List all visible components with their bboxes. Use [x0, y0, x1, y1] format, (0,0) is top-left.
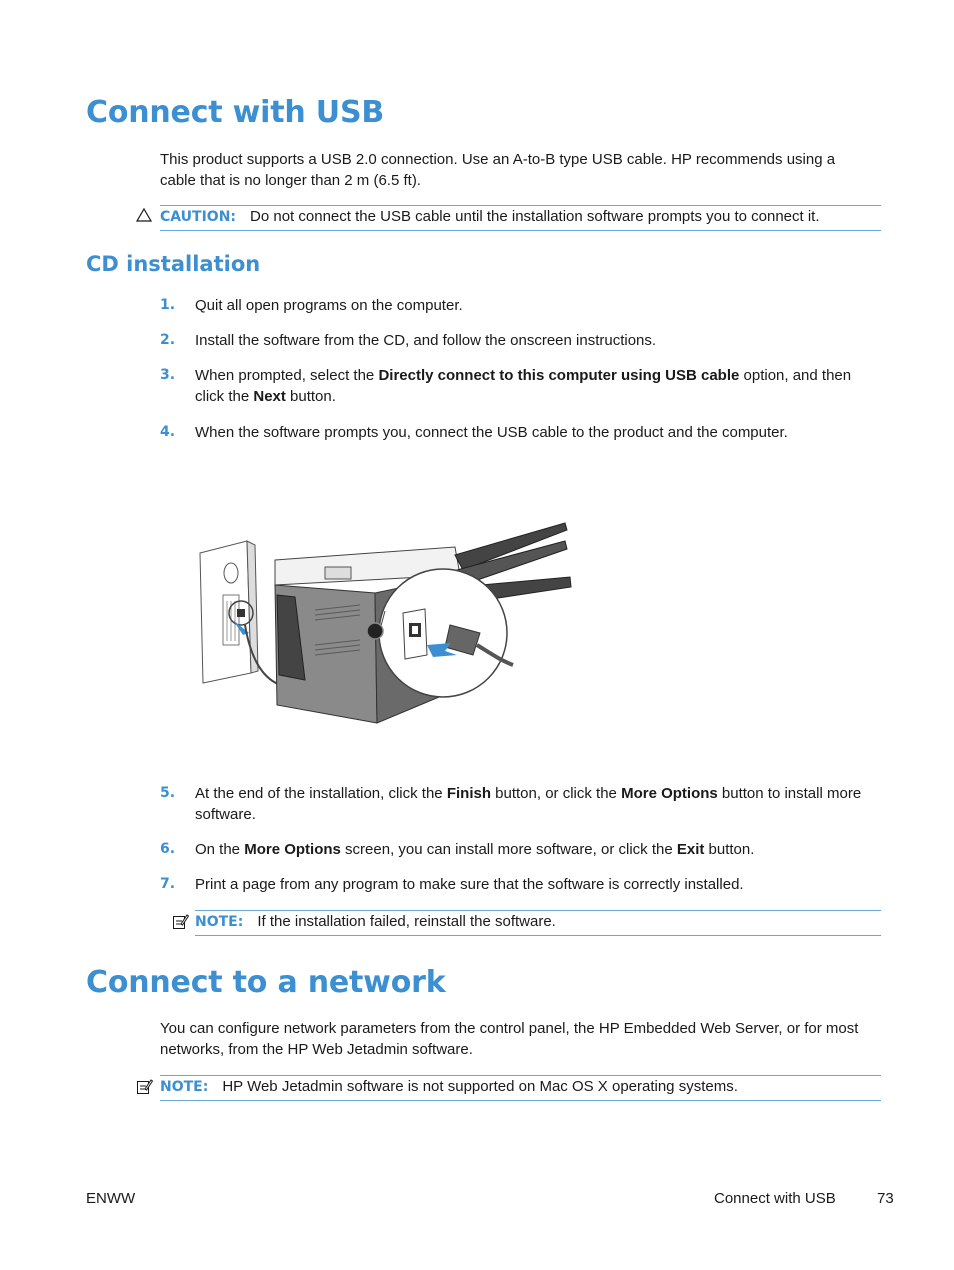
- note-text: HP Web Jetadmin software is not supported on Mac OS X operating systems.: [222, 1078, 738, 1095]
- note-label: NOTE:: [160, 1079, 209, 1095]
- step-text: Print a page from any program to make sure that the software is correctly installed.: [195, 876, 744, 893]
- step-text: Quit all open programs on the computer.: [195, 297, 463, 314]
- step-number: 2.: [160, 332, 176, 348]
- network-intro-paragraph: You can configure network parameters from the control panel, the HP Embedded Web Server, or for most networks, from the HP Web Jetadmin software.: [160, 1020, 859, 1058]
- footer-section: Connect with USB: [714, 1190, 836, 1207]
- step-item: [160, 783, 880, 825]
- section-title-connect-usb: Connect with USB: [86, 95, 385, 130]
- note-callout-install: [195, 910, 881, 936]
- caution-triangle-icon: [136, 207, 152, 228]
- footer-page-number: 73: [877, 1190, 894, 1207]
- step-number: 3.: [160, 367, 176, 383]
- step-item: [160, 874, 880, 895]
- caution-callout: [160, 205, 881, 231]
- step-number: 1.: [160, 297, 176, 313]
- step-item: [160, 422, 880, 443]
- caution-text: Do not connect the USB cable until the installation software prompts you to connect it.: [250, 208, 820, 225]
- step-item: [160, 330, 880, 351]
- step-number: 4.: [160, 424, 176, 440]
- step-number: 5.: [160, 785, 176, 801]
- step-text: When the software prompts you, connect the USB cable to the product and the computer.: [195, 424, 788, 441]
- footer-left: ENWW: [86, 1190, 136, 1207]
- step-number: 7.: [160, 876, 176, 892]
- section-title-connect-network: Connect to a network: [86, 965, 446, 1000]
- subsection-title-cd-installation: CD installation: [86, 252, 261, 276]
- caution-label: CAUTION:: [160, 209, 237, 225]
- step-item: [160, 839, 880, 860]
- step-text: At the end of the installation, click the Finish button, or click the More Options button to install more software.: [195, 785, 862, 823]
- step-number: 6.: [160, 841, 176, 857]
- note-callout-network: [160, 1075, 881, 1101]
- step-text: When prompted, select the Directly connect to this computer using USB cable option, and then click the Next button.: [195, 367, 852, 405]
- note-pencil-icon: [136, 1078, 153, 1100]
- note-text: If the installation failed, reinstall the software.: [257, 913, 556, 930]
- note-label: NOTE:: [195, 914, 244, 930]
- step-text: On the More Options screen, you can install more software, or click the Exit button.: [195, 841, 755, 858]
- note-pencil-icon: [172, 913, 189, 935]
- usb-intro-paragraph: This product supports a USB 2.0 connection. Use an A-to-B type USB cable. HP recommends using a cable that is no longer than 2 m (6.5 ft).: [160, 151, 836, 189]
- printer-usb-illustration-svg: [195, 515, 585, 735]
- step-item: [160, 295, 880, 316]
- step-text: Install the software from the CD, and follow the onscreen instructions.: [195, 332, 657, 349]
- step-item: [160, 365, 880, 407]
- usb-connection-illustration: [195, 515, 585, 735]
